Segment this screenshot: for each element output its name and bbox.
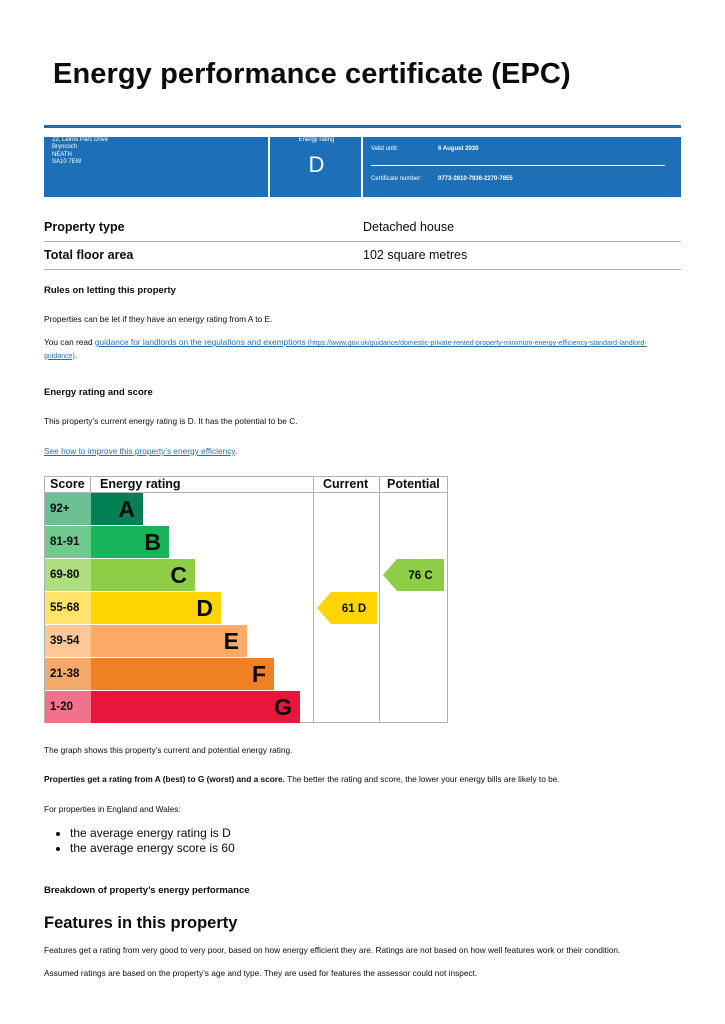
band-bar-f: F bbox=[91, 658, 274, 690]
band-score-f: 21-38 bbox=[45, 658, 91, 690]
guidance-end: . bbox=[74, 349, 78, 360]
improve-end: . bbox=[234, 446, 238, 456]
band-bar-b: B bbox=[91, 526, 169, 558]
valid-until-value: 6 August 2030 bbox=[438, 146, 479, 152]
current-header: Current bbox=[323, 477, 369, 491]
energy-rating-text: This property’s current energy rating is D. It has the potential to be C. bbox=[44, 416, 298, 426]
floor-area-label: Total floor area bbox=[44, 248, 134, 262]
letting-heading: Rules on letting this property bbox=[44, 285, 176, 296]
letting-text: Properties can be let if they have an energy rating from A to E. bbox=[44, 314, 273, 324]
rating-header: Energy rating bbox=[100, 477, 181, 491]
band-score-g: 1-20 bbox=[45, 691, 91, 723]
landlord-guidance-url[interactable]: (https://www.gov.uk/guidance/domestic-private-rented-property-minimum-energy-efficiency-standard-landlord-guidance) bbox=[44, 340, 647, 360]
list-item: • the average energy rating is D bbox=[70, 826, 235, 841]
band-score-c: 69-80 bbox=[45, 559, 91, 591]
letting-guidance-paragraph bbox=[44, 337, 674, 362]
certificate-number-label: Certificate number: bbox=[371, 176, 422, 182]
page-title: Energy performance certificate (EPC) bbox=[53, 58, 571, 90]
rating-explanation-bold: Properties get a rating from A (best) to G (worst) and a score. bbox=[44, 774, 285, 784]
band-bar-c: C bbox=[91, 559, 195, 591]
improve-efficiency-link[interactable]: See how to improve this property’s energy efficiency bbox=[44, 446, 235, 456]
address-line: SA10 7EW bbox=[52, 159, 82, 166]
band-bar-g: G bbox=[91, 691, 300, 723]
score-header: Score bbox=[50, 477, 85, 491]
england-wales-text: For properties in England and Wales: bbox=[44, 804, 181, 814]
floor-area-row bbox=[44, 241, 681, 270]
assumed-ratings-text: Assumed ratings are based on the property’s age and type. They are used for features the assessor could not inspect. bbox=[44, 968, 478, 978]
property-type-row bbox=[44, 213, 681, 242]
landlord-guidance-link[interactable]: guidance for landlords on the regulations and exemptions bbox=[94, 337, 306, 347]
banner-inner-rule bbox=[371, 165, 665, 166]
band-bar-d: D bbox=[91, 592, 221, 624]
improve-paragraph bbox=[44, 446, 674, 457]
features-text: Features get a rating from very good to very poor, based on how energy efficient they are. Ratings are not based on how well features work or their condition. bbox=[44, 945, 621, 955]
property-address bbox=[52, 137, 108, 197]
property-type-value: Detached house bbox=[363, 220, 455, 234]
header-rule bbox=[44, 125, 681, 128]
address-line: NEATH bbox=[52, 151, 72, 158]
list-item: • the average energy score is 60 bbox=[70, 841, 235, 856]
energy-rating-chart bbox=[44, 476, 448, 723]
band-score-d: 55-68 bbox=[45, 592, 91, 624]
current-rating-label: 61 D bbox=[341, 603, 367, 615]
rating-explanation bbox=[44, 774, 674, 785]
average-list bbox=[44, 826, 235, 855]
band-bar-a: A bbox=[91, 493, 143, 525]
address-line: Bryncoch bbox=[52, 144, 78, 151]
address-line: 22, Leiros Parc Drive bbox=[52, 137, 109, 143]
band-score-a: 92+ bbox=[45, 493, 91, 525]
band-bar-e: E bbox=[91, 625, 247, 657]
current-rating-arrow bbox=[317, 592, 377, 624]
energy-rating-value: D bbox=[308, 152, 325, 177]
certificate-number-value: 0773-2810-7936-2270-7855 bbox=[438, 176, 513, 182]
band-score-e: 39-54 bbox=[45, 625, 91, 657]
potential-rating-arrow bbox=[383, 559, 444, 591]
potential-rating-label: 76 C bbox=[408, 570, 433, 582]
features-heading: Features in this property bbox=[44, 914, 238, 932]
energy-rating-label: Energy rating bbox=[298, 137, 335, 143]
epc-summary-banner bbox=[44, 137, 681, 197]
rating-explanation-rest: The better the rating and score, the lower your energy bills are likely to be. bbox=[284, 774, 560, 784]
banner-divider bbox=[361, 137, 363, 197]
band-score-b: 81-91 bbox=[45, 526, 91, 558]
breakdown-heading: Breakdown of property’s energy performance bbox=[44, 885, 250, 896]
energy-rating-heading: Energy rating and score bbox=[44, 387, 153, 398]
potential-header: Potential bbox=[387, 477, 440, 491]
valid-until-label: Valid until: bbox=[371, 146, 399, 152]
property-type-label: Property type bbox=[44, 220, 125, 234]
graph-explanation: The graph shows this property’s current and potential energy rating. bbox=[44, 745, 293, 755]
guidance-intro: You can read bbox=[44, 337, 95, 347]
floor-area-value: 102 square metres bbox=[363, 248, 468, 262]
